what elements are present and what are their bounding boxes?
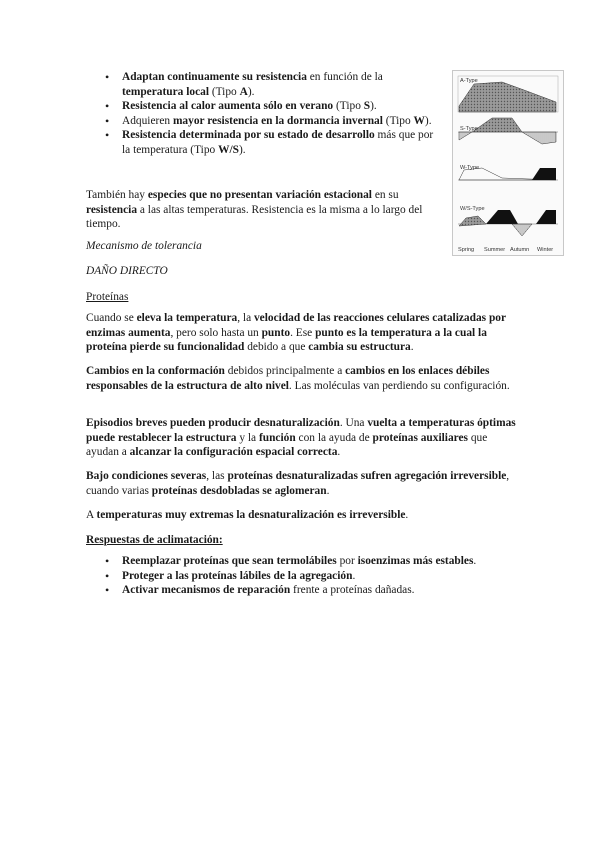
panel-label: S-Type (460, 126, 478, 132)
acclimation-response-list (86, 554, 526, 598)
season-label: Winter (537, 247, 554, 253)
resistance-type-list (86, 70, 441, 158)
section-heading-mechanism: Mecanismo de tolerancia (86, 240, 202, 252)
severe-conditions-paragraph: Bajo condiciones severas, las proteínas desnaturalizadas sufren agregación irreversible, cuando varias proteínas desdobladas se aglomeran. (86, 470, 510, 497)
list-item: • Proteger a las proteínas lábiles de la agregación. (86, 569, 526, 584)
list-item: • Activar mecanismos de reparación frente a proteínas dañadas. (86, 583, 526, 598)
extreme-temperatures-paragraph: A temperaturas muy extremas la desnaturalización es irreversible. (86, 509, 409, 521)
panel-label: A-Type (460, 78, 478, 84)
section-heading-proteins: Proteínas (86, 291, 129, 303)
list-item: • Resistencia determinada por su estado de desarrollo más que por la temperatura (Tipo W/S). (86, 128, 441, 157)
season-label: Autumn (510, 247, 530, 253)
season-label: Summer (484, 247, 506, 253)
temperature-paragraph: Cuando se eleva la temperatura, la velocidad de las reacciones celulares catalizadas por enzimas aumenta, pero solo hasta un punto. Ese punto es la temperatura a la cual la proteína pierde su funcionalidad debido a que cambia su estructura. (86, 312, 506, 354)
section-heading-acclimation: Respuestas de aclimatación: (86, 534, 223, 546)
season-label: Spring (458, 247, 475, 253)
panel-label: W/S-Type (460, 206, 485, 212)
list-item: • Resistencia al calor aumenta sólo en verano (Tipo S). (86, 99, 441, 114)
conformation-paragraph: Cambios en la conformación debidos principalmente a cambios en los enlaces débiles responsables de la estructura de alto nivel. Las moléculas van perdiendo su configuración. (86, 365, 510, 392)
seasonal-resistance-figure (452, 70, 564, 256)
list-item: • Adaptan continuamente su resistencia en función de la temperatura local (Tipo A). (86, 70, 441, 99)
section-heading-direct-damage: DAÑO DIRECTO (86, 265, 168, 277)
episodes-paragraph: Episodios breves pueden producir desnaturalización. Una vuelta a temperaturas óptimas puede restablecer la estructura y la función con la ayuda de proteínas auxiliares que ayudan a alcanzar la configuración espacial correcta. (86, 417, 516, 459)
list-item: • Adquieren mayor resistencia en la dormancia invernal (Tipo W). (86, 114, 441, 129)
list-item: • Reemplazar proteínas que sean termolábiles por isoenzimas más estables. (86, 554, 526, 569)
seasonless-species-paragraph: También hay especies que no presentan variación estacional en su resistencia a las altas temperaturas. Resistencia es la misma a lo largo del tiempo. (86, 189, 423, 231)
panel-label: W-Type (460, 165, 480, 171)
